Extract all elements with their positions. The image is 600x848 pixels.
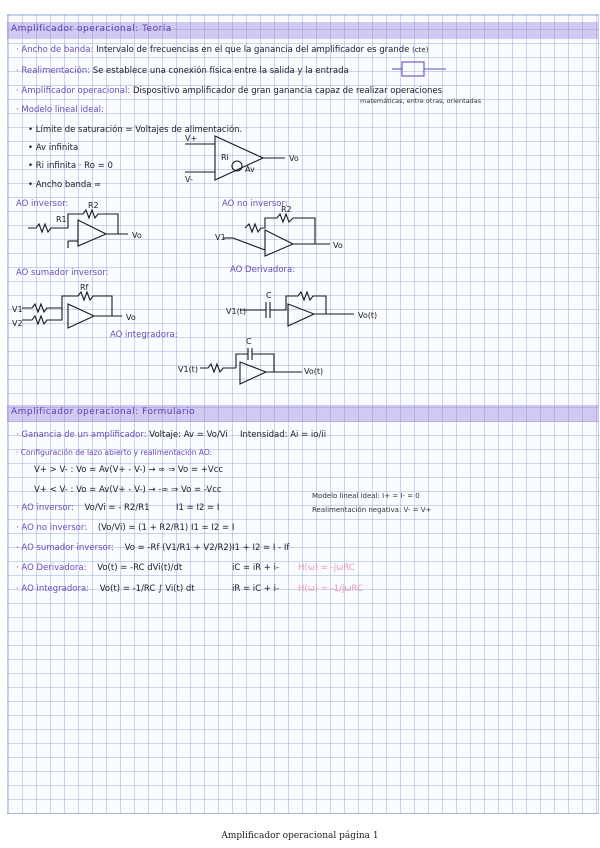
svg-text:C: C [266,291,272,300]
svg-text:V1(t): V1(t) [226,307,246,316]
config-item: V+ > V- : Vo = Av(V+ - V-) → ∞ ⇒ Vo = +Vcc [34,465,224,475]
non-inverting-circuit [215,205,350,260]
config-line: · Configuración de lazo abierto y realimentación AO: [16,448,213,457]
svg-text:V1: V1 [215,233,226,242]
model-line: · Modelo lineal ideal: [16,105,104,115]
section-inversor: AO inversor: [16,199,69,209]
svg-text:Av: Av [245,165,255,174]
svg-text:C: C [246,337,252,346]
formula-eq2: I1 + I2 = I - If [232,543,290,553]
svg-text:V1: V1 [12,305,23,314]
model-item: • Límite de saturación = Voltajes de alimentación. [28,125,243,135]
formula-row: · AO integradora: Vo(t) = -1/RC ∫ Vi(t) dt [16,584,195,594]
ideal-model-circuit [185,132,305,192]
note-neg-feedback: Realimentación negativa: V- = V+ [312,506,432,514]
svg-text:Vo(t): Vo(t) [304,367,324,376]
formulario-header-band [7,405,598,422]
feedback-text: Se establece una conexión física entre la salida y la entrada [92,66,349,76]
bandwidth-line: · Ancho de banda: Intervalo de frecuencias en el que la ganancia del amplificador es grande (cte) [16,45,429,55]
svg-text:Vo: Vo [333,241,343,250]
opamp-line: · Amplificador operacional: Dispositivo amplificador de gran ganancia capaz de realizar operaciones [16,86,443,96]
svg-text:V1(t): V1(t) [178,365,198,374]
svg-text:Rf: Rf [80,283,89,292]
bandwidth-tag: (cte) [412,46,429,54]
note-ideal-model: Modelo lineal ideal: I+ = I- = 0 [312,492,420,500]
model-item: • Ri infinita · Ro = 0 [28,161,113,171]
summing-circuit [12,283,152,334]
formula-eq2: iC = iR + i- [232,563,280,573]
transfer-integradora: H(ω) = -1/jωRC [298,584,363,594]
formula-row: · AO inversor: Vo/Vi = - R2/R1 [16,503,150,513]
svg-text:R2: R2 [281,205,292,214]
formula-row: · AO Derivadora: Vo(t) = -RC dVi(t)/dt [16,563,183,573]
svg-text:Vo: Vo [289,154,299,163]
formulario-title: Amplificador operacional: Formulario [11,407,196,417]
gain-current: Intensidad: Ai = io/ii [240,430,327,440]
page-footer: Amplificador operacional página 1 [221,831,379,841]
svg-text:V-: V- [185,175,193,184]
integrator-circuit [178,337,328,390]
theory-title: Amplificador operacional: Teoría [11,24,172,34]
formula-eq2: I1 = I2 = I [176,503,220,513]
section-integradora: AO integradora: [110,330,178,340]
theory-header-band [7,22,598,39]
model-item: • Av infinita [28,143,79,153]
bandwidth-label: Ancho de banda: [21,45,94,55]
formula-row: · AO sumador inversor: Vo = -Rf (V1/R1 + V2/R2) [16,543,233,553]
model-item: • Ancho banda ∞ [28,180,102,190]
section-no-inversor: AO no inversor: [222,199,288,209]
transfer-derivadora: H(ω) = -jωRC [298,563,355,573]
svg-text:R2: R2 [88,201,99,210]
model-label: Modelo lineal ideal: [21,105,104,115]
section-derivadora: AO Derivadora: [230,265,296,275]
svg-text:V+: V+ [185,134,198,143]
feedback-line: · Realimentación: Se establece una conexión física entre la salida y la entrada [16,66,349,76]
feedback-label: Realimentación: [21,66,91,76]
gain-line: · Ganancia de un amplificador: Voltaje: Av = Vo/Vi [16,430,228,440]
svg-text:Ri: Ri [221,153,229,162]
opamp-note: matemáticas, entre otras, orientadas [360,97,482,105]
opamp-text: Dispositivo amplificador de gran ganancia capaz de realizar operaciones [132,86,443,96]
formula-row: · AO no inversor: (Vo/Vi) = (1 + R2/R1) I1 = I2 = I [16,523,235,533]
svg-text:R1: R1 [56,215,67,224]
svg-text:Vo: Vo [126,313,136,322]
svg-text:Vo(t): Vo(t) [358,311,378,320]
section-sumador: AO sumador inversor: [16,268,109,278]
svg-text:V2: V2 [12,319,23,328]
formula-eq2: iR = iC + i- [232,584,280,594]
svg-text:Vo: Vo [132,231,142,240]
opamp-label: Amplificador operacional: [21,86,131,96]
config-item: V+ < V- : Vo = Av(V+ - V-) → -∞ ⇒ Vo = -Vcc [34,485,222,495]
feedback-sketch [392,58,448,80]
bandwidth-text: Intervalo de frecuencias en el que la ganancia del amplificador es grande [96,45,410,55]
differentiator-circuit [226,290,378,330]
